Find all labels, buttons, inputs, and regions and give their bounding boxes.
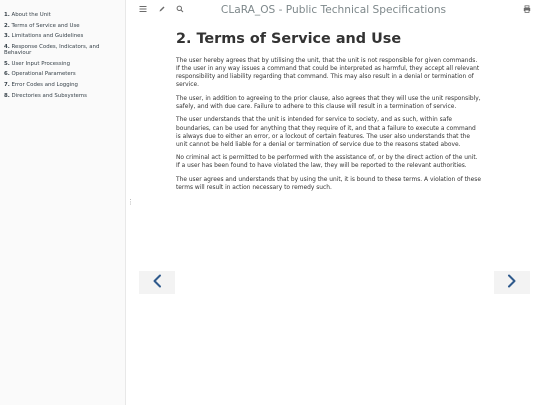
sidebar-item-number: 5. <box>4 60 10 67</box>
sidebar-item-label: Directories and Subsystems <box>11 92 87 99</box>
sidebar-item-number: 7. <box>4 81 10 88</box>
print-icon[interactable] <box>522 5 532 15</box>
sidebar <box>0 0 126 405</box>
paragraph: No criminal act is permitted to be performed with the assistance of, or by the direct action of the unit. If a user has been found to have violated the law, they will be reported to the relevant authorities. <box>176 155 478 170</box>
sidebar-item-label: Operational Parameters <box>11 71 76 78</box>
sidebar-item-number: 3. <box>4 33 10 40</box>
sidebar-item-about[interactable] <box>0 10 125 21</box>
sidebar-item-number: 8. <box>4 92 10 99</box>
sidebar-item-number: 2. <box>4 22 10 29</box>
sidebar-item-limitations[interactable] <box>0 31 125 42</box>
sidebar-item-directories[interactable] <box>0 91 125 102</box>
sidebar-item-operational[interactable] <box>0 69 125 80</box>
sidebar-item-error-codes[interactable] <box>0 80 125 91</box>
sidebar-item-label: About the Unit <box>11 12 51 18</box>
sidebar-item-label: Error Codes and Logging <box>11 81 78 88</box>
previous-page-button[interactable] <box>139 271 175 294</box>
sidebar-item-response-codes[interactable] <box>0 42 125 59</box>
page-title-bar: CLaRA_OS - Public Technical Specifications <box>220 4 447 16</box>
paragraph: The user understands that the unit is intended for service to society, and as such, within safe boundaries, can be used for anything that they require of it, and that a failure to execute a command is always due to either an error, or a lockout of certain features. The user also understands that the unit cannot be held liable for a denial or termination of service due to the reasons stated above. <box>176 117 476 148</box>
main-content <box>176 30 481 198</box>
sidebar-item-number: 4. <box>4 43 10 50</box>
page-heading: 2. Terms of Service and Use <box>176 31 402 47</box>
chevron-right-icon <box>507 273 517 292</box>
sidebar-item-number: 6. <box>4 71 10 78</box>
header-bar <box>127 0 540 22</box>
paragraph: The user, in addition to agreeing to the prior clause, also agrees that they will use the unit responsibly, safely, and with due care. Failure to adhere to this clause will result in a termination of service. <box>176 95 481 110</box>
sidebar-item-label: User Input Processing <box>11 60 70 67</box>
next-page-button[interactable] <box>494 271 530 294</box>
sidebar-item-number: 1. <box>4 12 10 18</box>
sidebar-resize-handle[interactable]: ⋮ <box>127 198 134 206</box>
paragraph: The user agrees and understands that by using the unit, it is bound to these terms. A violation of these terms will result in action necessary to remedy such. <box>176 176 481 191</box>
paragraph: The user hereby agrees that by utilising the unit, that the unit is not responsible for given commands. If the user in any way issues a command that could be interpreted as harmful, they accept all relevant responsibility and liability regarding that command. This may also result in a denial or termination of service. <box>176 58 480 89</box>
sidebar-item-label: Terms of Service and Use <box>11 22 80 29</box>
sidebar-item-terms[interactable] <box>0 21 125 32</box>
sidebar-item-label: Response Codes, Indicators, and Behaviour <box>4 43 100 57</box>
sidebar-item-user-input[interactable] <box>0 59 125 70</box>
chevron-left-icon <box>152 273 162 292</box>
sidebar-item-label: Limitations and Guidelines <box>11 33 84 40</box>
